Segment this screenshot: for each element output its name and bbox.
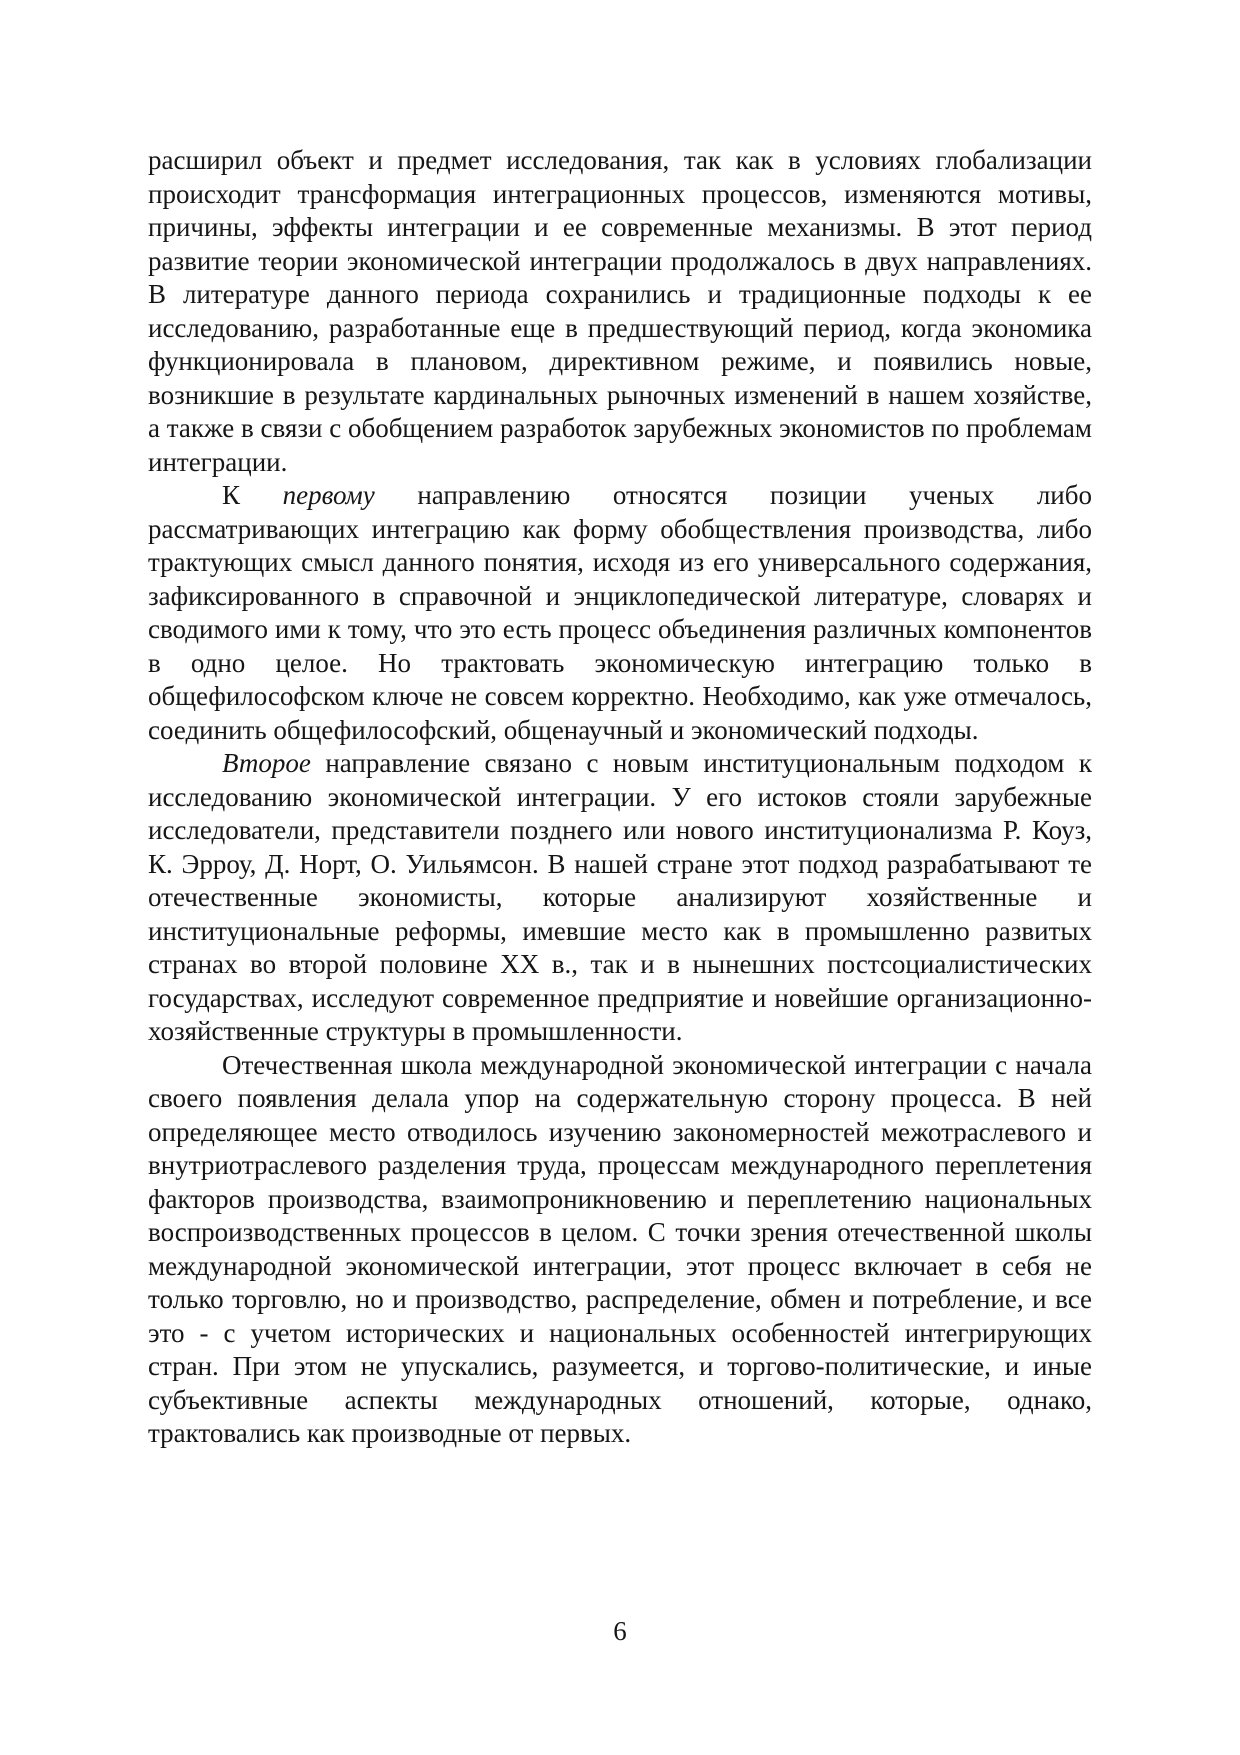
paragraph-2 <box>148 479 1092 747</box>
paragraph-3-italic-term: Второе <box>222 748 311 778</box>
paragraph-3 <box>148 747 1092 1049</box>
paragraph-1 <box>148 144 1092 479</box>
body-text <box>148 144 1092 1451</box>
paragraph-1-text: расширил объект и предмет исследования, так как в условиях глобализации происходит трансформация интеграционных процессов, изменяются мотивы, причины, эффекты интеграции и ее современные механизмы. В этот период развитие теории экономической интеграции продолжалось в двух направлениях. В литературе данного периода сохранились и традиционные подходы к ее исследованию, разработанные еще в предшествующий период, когда экономика функционировала в плановом, директивном режиме, и появились новые, возникшие в результате кардинальных рыночных изменений в нашем хозяйстве, а также в связи с обобщением разработок зарубежных экономистов по проблемам интеграции. <box>148 145 1092 477</box>
page-number: 6 <box>613 1616 627 1646</box>
paragraph-4 <box>148 1049 1092 1451</box>
paragraph-2-text: направлению относятся позиции ученых либо рассматривающих интеграцию как форму обобществления производства, либо трактующих смысл данного понятия, исходя из его универсального содержания, зафиксированного в справочной и энциклопедической литературе, словарях и сводимого ими к тому, что это есть процесс объединения различных компонентов в одно целое. Но трактовать экономическую интеграцию только в общефилософском ключе не совсем корректно. Необходимо, как уже отмечалось, соединить общефилософский, общенаучный и экономический подходы. <box>148 480 1092 745</box>
paragraph-2-italic-term: первому <box>282 480 375 510</box>
paragraph-3-text: направление связано с новым институциональным подходом к исследованию экономической интеграции. У его истоков стояли зарубежные исследователи, представители позднего или нового институционализма Р. Коуз, К. Эрроу, Д. Норт, О. Уильямсон. В нашей стране этот подход разрабатывают те отечественные экономисты, которые анализируют хозяйственные и институциональные реформы, имевшие место как в промышленно развитых странах во второй половине ХХ в., так и в нынешних постсоциалистических государствах, исследуют современное предприятие и новейшие организационно-хозяйственные структуры в промышленности. <box>148 748 1092 1046</box>
paragraph-2-lead: К <box>222 480 283 510</box>
paragraph-4-text: Отечественная школа международной экономической интеграции с начала своего появления делала упор на содержательную сторону процесса. В ней определяющее место отводилось изучению закономерностей межотраслевого и внутриотраслевого разделения труда, процессам международного переплетения факторов производства, взаимопроникновению и переплетению национальных воспроизводственных процессов в целом. С точки зрения отечественной школы международной экономической интеграции, этот процесс включает в себя не только торговлю, но и производство, распределение, обмен и потребление, и все это - с учетом исторических и национальных особенностей интегрирующих стран. При этом не упускались, разумеется, и торгово-политические, и иные субъективные аспекты международных отношений, которые, однако, трактовались как производные от первых. <box>148 1049 1092 1448</box>
